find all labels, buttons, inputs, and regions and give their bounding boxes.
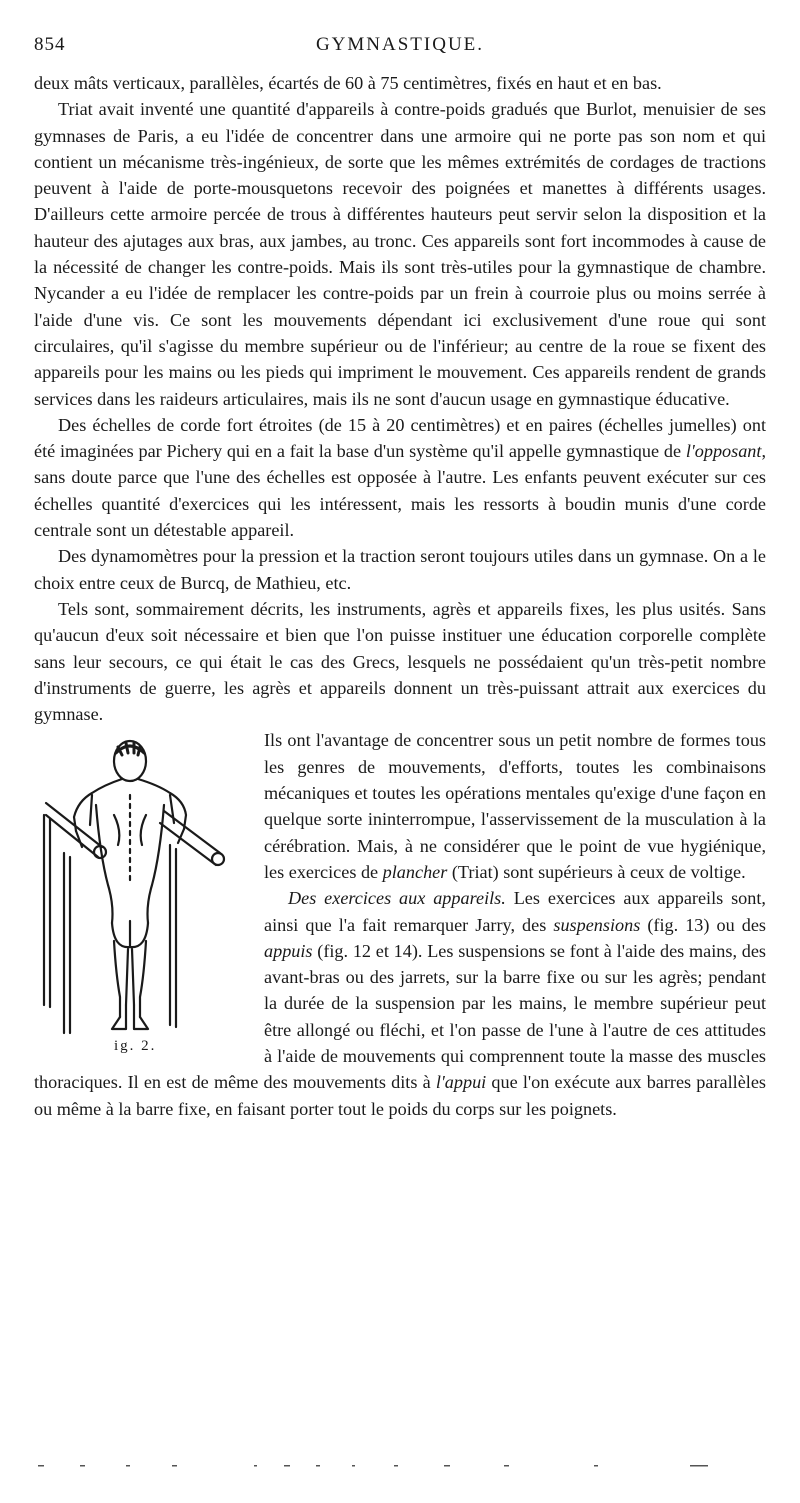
paragraph-3 xyxy=(34,412,766,543)
paragraph-6-text-a: Ils ont l'avantage de concentrer sous un petit nombre de formes tous les genres de mouvements, d'efforts, toutes les combinaisons mécaniques et toutes les opérations mentales qu'exige d'une façon en quelque sorte ininterrompue, l'asservissement de la musculation à la cérébration. Mais, à ne considérer que le point de vue hygiénique, les exercices de xyxy=(264,730,766,882)
paragraph-7-italic-suspensions: suspensions xyxy=(553,914,641,935)
paragraph-3-text-a: Des échelles de corde fort étroites (de 15 à 20 centimètres) et en paires (échelles jumelles) ont été imaginées par Pichery qui en a fait la base d'un système qu'il appelle gymnastique de xyxy=(34,414,766,462)
footer-scan-marks xyxy=(34,1462,766,1470)
paragraph-7-text-a: Les exercices aux appareils sont, ainsi que l'a fait remarquer Jarry, des xyxy=(264,888,766,935)
paragraph-3-italic: l'opposant xyxy=(685,441,762,462)
gymnast-illustration xyxy=(34,735,234,1035)
paragraph-7-italic-appui: l'appui xyxy=(435,1072,487,1093)
paragraph-7-italic-appuis: appuis xyxy=(264,940,313,961)
paragraph-6-italic: plancher xyxy=(382,861,448,882)
body-text xyxy=(34,70,766,1122)
paragraph-7-text-d: que l'on exécute aux barres parallèles ou même à la barre fixe, en faisant porter tout le poids du corps sur les poignets. xyxy=(34,1072,766,1119)
section-heading-appareils: Des exercices aux appareils. xyxy=(288,888,506,909)
paragraph-4: Des dynamomètres pour la pression et la traction seront toujours utiles dans un gymnase. On a le choix entre ceux de Burcq, de Mathieu, etc. xyxy=(34,546,766,593)
figure-caption: ig. 2. xyxy=(114,1038,157,1055)
figure-parallel-bars xyxy=(34,727,256,1059)
paragraph-2: Triat avait inventé une quantité d'appareils à contre-poids gradués que Burlot, menuisier de ses gymnases de Paris, a eu l'idée de concentrer dans une armoire qui ne porte pas son nom et qui contient un mécanisme très-ingénieux, de sorte que les mêmes extrémités de cordages de tractions peuvent à l'aide de porte-mousquetons recevoir des poignées et manettes à différents usages. D'ailleurs cette armoire percée de trous à différentes hauteurs peut servir selon la disposition et la hauteur des ajutages aux bras, aux jambes, au tronc. Ces appareils sont fort incommodes à cause de la nécessité de changer les contre-poids. Mais ils sont très-utiles pour la gymnastique de chambre. Nycander a eu l'idée de remplacer les contre-poids par un frein à courroie plus ou moins serrée à l'aide d'une vis. Ce sont les mouvements dépendant ici exclusivement d'une roue qui sont circulaires, qu'il s'agisse du membre supérieur ou de l'inférieur; au centre de la roue se fixent des appareils pour les mains ou les pieds qui impriment le mouvement. Ces appareils rendent de grands services dans les raideurs articulaires, mais ils ne sont d'aucun usage en gymnastique éducative. xyxy=(34,99,766,409)
paragraph-7-text-c: (fig. 12 et 14). Les suspensions se font à l'aide des mains, des avant-bras ou des jarrets, sur la barre fixe ou sur les agrès; pendant la durée de la suspension par les mains, le membre supérieur peut être allongé ou fléchi, et l'on passe de l'une à l'autre de ces attitudes à l'aide de mouvements qui comprennent toute la masse des muscles thoraciques. Il en est de même des mouvements dits à xyxy=(34,940,766,1093)
paragraph-7-text-b: (fig. 13) ou des xyxy=(640,914,767,935)
paragraph-3-text-b: , sans doute parce que l'une des échelles est opposée à l'autre. Les enfants peuvent exécuter sur ces échelles quantité d'exercices qui les intéressent, mais les ressorts à boudin munis d'une corde centrale sont un détestable appareil. xyxy=(34,441,766,541)
running-title: GYMNASTIQUE. xyxy=(315,34,485,55)
paragraph-1: deux mâts verticaux, parallèles, écartés de 60 à 75 centimètres, fixés en haut et en bas. xyxy=(34,73,662,93)
running-head xyxy=(34,34,766,60)
paragraph-5: Tels sont, sommairement décrits, les instruments, agrès et appareils fixes, les plus usités. Sans qu'aucun d'eux soit nécessaire et bien que l'on puisse instituer une éducation corporelle complète sans leur secours, ce qui était le cas des Grecs, lesquels ne possédaient qu'un très-petit nombre d'instruments de guerre, les agrès et appareils donnent un très-puissant attrait aux exercices du gymnase. xyxy=(34,598,766,725)
paragraph-6-text-b: (Triat) sont supérieurs à ceux de voltige. xyxy=(447,861,746,882)
page-number: 854 xyxy=(34,34,66,55)
